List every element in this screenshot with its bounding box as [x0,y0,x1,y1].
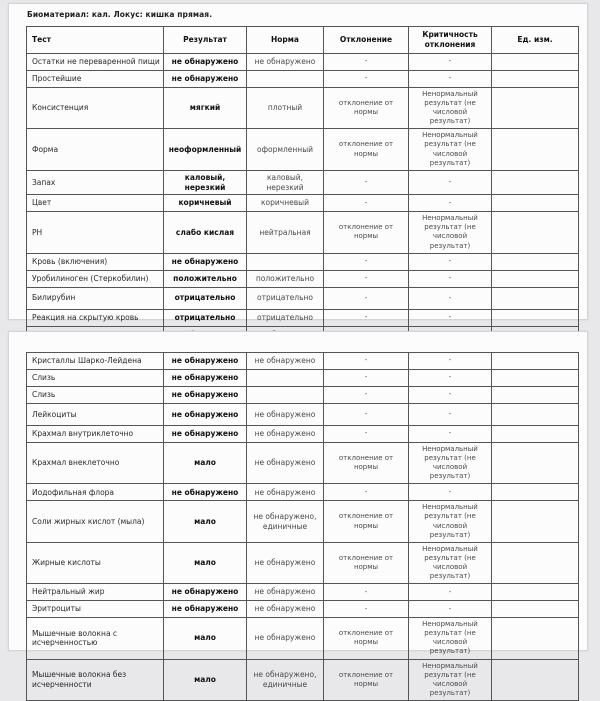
criticality-cell [409,353,492,370]
test-name-cell-text: Реакция на скрытую кровь [32,312,139,322]
deviation-cell [324,387,409,404]
criticality-cell-text: Ненормальный результат (не числовой результат) [422,131,478,167]
result-cell-text: слабо кислая [175,227,235,237]
test-name-cell [27,542,164,583]
unit-cell [492,484,579,501]
result-cell [164,309,247,326]
deviation-cell [324,601,409,618]
test-name-cell-text: Крахмал внутриклеточно [32,429,134,439]
test-name-cell-text: Слизь [32,390,56,400]
result-cell [164,501,247,542]
test-name-cell [27,129,164,170]
unit-cell [492,195,579,212]
criticality-cell [409,370,492,387]
criticality-cell-text: - [448,604,452,613]
criticality-cell [409,484,492,501]
result-cell-text: мягкий [189,103,221,113]
table-row [27,309,579,326]
test-name-cell [27,71,164,88]
unit-cell [492,253,579,270]
test-name-cell-text: Остатки не переваренной пищи [32,57,160,67]
report-page-1 [8,3,588,320]
table-row [27,287,579,309]
table-row [27,426,579,443]
deviation-cell [324,309,409,326]
test-name-cell [27,501,164,542]
table-row [27,404,579,426]
deviation-cell-text: - [364,274,368,283]
unit-cell [492,54,579,71]
table-row [27,659,579,700]
result-cell [164,195,247,212]
result-cell-text: мало [194,633,216,643]
test-name-cell-text: Запах [32,177,56,187]
deviation-cell-text: - [364,293,368,302]
test-name-cell-text: Кристаллы Шарко-Лейдена [32,356,142,366]
header-row [27,27,579,54]
test-name-cell [27,309,164,326]
test-name-cell-text: Билирубин [32,293,76,303]
test-name-cell-text: Простейшие [32,74,82,84]
test-name-cell [27,54,164,71]
criticality-cell-text: - [448,356,452,365]
result-cell [164,387,247,404]
criticality-cell-text: Ненормальный результат (не числовой результат) [422,661,478,697]
unit-cell [492,387,579,404]
deviation-cell-text: - [364,177,368,186]
deviation-cell [324,195,409,212]
result-cell [164,129,247,170]
deviation-cell [324,170,409,195]
criticality-cell [409,129,492,170]
unit-cell [492,88,579,129]
norm-cell-text: оформленный [256,144,314,154]
test-name-cell [27,404,164,426]
table-row [27,270,579,287]
deviation-cell [324,404,409,426]
table-row [27,71,579,88]
criticality-cell-text: - [448,257,452,266]
column-header-test: Тест [27,27,164,54]
table-row [27,443,579,484]
unit-cell [492,659,579,700]
deviation-cell [324,88,409,129]
norm-cell [247,618,324,659]
deviation-cell [324,71,409,88]
table-row [27,484,579,501]
deviation-cell-text: - [364,587,368,596]
deviation-cell-text: - [364,356,368,365]
unit-cell [492,170,579,195]
deviation-cell [324,584,409,601]
deviation-cell-text: отклонение от нормы [338,223,394,241]
test-name-cell-text: Мышечные волокна с исчерченностью [32,628,118,648]
criticality-cell-text: Ненормальный результат (не числовой результат) [422,214,478,250]
test-name-cell-text: Кровь (включения) [32,256,108,266]
column-header-result: Результат [164,27,247,54]
result-cell-text: положительно [173,273,237,283]
norm-cell [247,387,324,404]
unit-cell [492,601,579,618]
norm-cell-text: не обнаружено [254,429,316,439]
result-cell [164,253,247,270]
result-cell [164,426,247,443]
criticality-cell-text: - [448,177,452,186]
table-row [27,618,579,659]
deviation-cell [324,54,409,71]
norm-cell-text: не обнаружено, единичные [253,669,317,689]
result-cell-text: не обнаружено [171,587,239,597]
test-name-cell-text: Жирные кислоты [32,558,101,568]
test-name-cell-text: Форма [32,144,59,154]
table-row [27,501,579,542]
unit-cell [492,309,579,326]
result-cell-text: не обнаружено [171,409,239,419]
norm-cell [247,370,324,387]
result-cell-text: не обнаружено [171,487,239,497]
criticality-cell-text: - [448,429,452,438]
criticality-cell [409,309,492,326]
test-name-cell [27,584,164,601]
norm-cell-text: не обнаружено [254,409,316,419]
result-cell [164,601,247,618]
criticality-cell [409,287,492,309]
result-cell-text: не обнаружено [171,57,239,67]
norm-cell [247,212,324,253]
norm-cell [247,71,324,88]
table-row [27,601,579,618]
deviation-cell [324,353,409,370]
deviation-cell [324,443,409,484]
norm-cell-text: не обнаружено, единичные [253,511,317,531]
deviation-cell-text: отклонение от нормы [338,553,394,571]
deviation-cell [324,618,409,659]
deviation-cell [324,129,409,170]
norm-cell [247,601,324,618]
criticality-cell [409,618,492,659]
result-cell-text: не обнаружено [171,429,239,439]
norm-cell-text: каловый, нерезкий [266,172,304,192]
result-cell [164,88,247,129]
deviation-cell [324,659,409,700]
result-cell-text: неоформленный [168,144,242,154]
criticality-cell-text: - [448,313,452,322]
test-name-cell [27,484,164,501]
table-row [27,195,579,212]
criticality-cell [409,212,492,253]
deviation-cell-text: - [364,429,368,438]
norm-cell [247,270,324,287]
deviation-cell [324,370,409,387]
deviation-cell-text: отклонение от нормы [338,629,394,647]
criticality-cell [409,71,492,88]
deviation-cell [324,501,409,542]
criticality-cell [409,404,492,426]
table-row [27,584,579,601]
unit-cell [492,618,579,659]
deviation-cell-text: отклонение от нормы [338,670,394,688]
table-row [27,353,579,370]
result-cell [164,287,247,309]
deviation-cell-text: - [364,313,368,322]
criticality-cell-text: Ненормальный результат (не числовой результат) [422,445,478,481]
result-cell-text: не обнаружено [171,390,239,400]
unit-cell [492,404,579,426]
deviation-cell [324,212,409,253]
norm-cell [247,584,324,601]
deviation-cell-text: - [364,487,368,496]
unit-cell [492,542,579,583]
result-cell-text: не обнаружено [171,74,239,84]
criticality-cell [409,170,492,195]
norm-cell [247,542,324,583]
deviation-cell-text: - [364,74,368,83]
norm-cell [247,484,324,501]
column-header-unit: Ед. изм. [492,27,579,54]
criticality-cell [409,253,492,270]
result-cell [164,584,247,601]
table-row [27,212,579,253]
criticality-cell [409,659,492,700]
table-row [27,370,579,387]
result-cell [164,170,247,195]
deviation-cell-text: - [364,409,368,418]
deviation-cell-text: - [364,257,368,266]
result-cell-text: не обнаружено [171,256,239,266]
criticality-cell-text: - [448,587,452,596]
norm-cell [247,659,324,700]
test-name-cell-text: Уробилиноген (Стеркобилин) [32,273,149,283]
test-name-cell [27,170,164,195]
norm-cell-text: коричневый [261,198,309,208]
test-name-cell-text: Крахмал внеклеточно [32,458,120,468]
norm-cell-text: не обнаружено [254,558,316,568]
result-cell [164,542,247,583]
norm-cell [247,170,324,195]
test-name-cell-text: Эритроциты [32,604,81,614]
result-cell-text: мало [194,516,216,526]
norm-cell-text: не обнаружено [254,458,316,468]
criticality-cell [409,601,492,618]
table-row [27,387,579,404]
test-name-cell [27,443,164,484]
deviation-cell [324,542,409,583]
norm-cell [247,287,324,309]
norm-cell-text: отрицательно [257,312,313,322]
table-row [27,129,579,170]
result-cell [164,618,247,659]
criticality-cell-text: - [448,57,452,66]
result-cell-text: отрицательно [174,293,236,303]
test-name-cell-text: Иодофильная флора [32,487,115,497]
deviation-cell-text: - [364,604,368,613]
table-row [27,253,579,270]
norm-cell-text: положительно [255,273,315,283]
criticality-cell-text: - [448,487,452,496]
unit-cell [492,71,579,88]
deviation-cell [324,426,409,443]
deviation-cell-text: отклонение от нормы [338,454,394,472]
results-table-page-1 [26,26,579,361]
result-cell [164,54,247,71]
result-cell-text: не обнаружено [171,373,239,383]
result-cell [164,212,247,253]
test-name-cell [27,618,164,659]
test-name-cell-text: Слизь [32,373,56,383]
table-row [27,54,579,71]
criticality-cell-text: - [448,198,452,207]
test-name-cell [27,426,164,443]
test-name-cell-text: Лейкоциты [32,409,77,419]
result-cell [164,443,247,484]
deviation-cell-text: отклонение от нормы [338,140,394,158]
unit-cell [492,212,579,253]
criticality-cell [409,54,492,71]
unit-cell [492,584,579,601]
result-cell [164,659,247,700]
test-name-cell [27,212,164,253]
norm-cell-text: нейтральная [259,227,311,237]
result-cell-text: отрицательно [174,312,236,322]
norm-cell [247,443,324,484]
norm-cell [247,353,324,370]
criticality-cell-text: - [448,293,452,302]
results-table-page-2 [26,352,579,701]
deviation-cell-text: - [364,198,368,207]
norm-cell-text: не обнаружено [254,356,316,366]
result-cell-text: коричневый [178,198,232,208]
norm-cell [247,404,324,426]
unit-cell [492,270,579,287]
test-name-cell-text: Нейтральный жир [32,587,105,597]
criticality-cell-text: - [448,409,452,418]
test-name-cell [27,370,164,387]
norm-cell [247,501,324,542]
test-name-cell-text: Цвет [32,198,52,208]
criticality-cell-text: Ненормальный результат (не числовой результат) [422,503,478,539]
norm-cell-text: не обнаружено [254,604,316,614]
deviation-cell [324,253,409,270]
test-name-cell [27,253,164,270]
criticality-cell [409,443,492,484]
criticality-cell-text: - [448,74,452,83]
norm-cell-text: не обнаружено [254,587,316,597]
test-name-cell [27,387,164,404]
test-name-cell [27,287,164,309]
report-page-2 [8,331,588,697]
table-row [27,542,579,583]
criticality-cell [409,387,492,404]
unit-cell [492,370,579,387]
result-cell-text: мало [194,674,216,684]
deviation-cell [324,270,409,287]
test-name-cell-text: Соли жирных кислот (мыла) [32,516,145,526]
criticality-cell [409,542,492,583]
table-row [27,88,579,129]
norm-cell-text: не обнаружено [254,633,316,643]
result-cell [164,484,247,501]
norm-cell [247,426,324,443]
column-header-crit: Критичность отклонения [409,27,492,54]
deviation-cell [324,287,409,309]
test-name-cell [27,601,164,618]
criticality-cell-text: - [448,274,452,283]
unit-cell [492,426,579,443]
criticality-cell [409,270,492,287]
criticality-cell [409,501,492,542]
result-cell-text: мало [194,558,216,568]
criticality-cell-text: Ненормальный результат (не числовой результат) [422,620,478,656]
test-name-cell [27,270,164,287]
criticality-cell-text: - [448,390,452,399]
norm-cell-text: не обнаружено [254,57,316,67]
norm-cell-text: отрицательно [257,293,313,303]
test-name-cell [27,88,164,129]
test-name-cell-text: РН [32,227,43,237]
unit-cell [492,129,579,170]
result-cell-text: мало [194,458,216,468]
unit-cell [492,287,579,309]
norm-cell [247,253,324,270]
deviation-cell-text: - [364,57,368,66]
result-cell [164,370,247,387]
column-header-dev: Отклонение [324,27,409,54]
result-cell [164,71,247,88]
test-name-cell [27,353,164,370]
column-header-norm: Норма [247,27,324,54]
biomaterial-locus-line: Биоматериал: кал. Локус: кишка прямая. [27,10,213,19]
norm-cell [247,309,324,326]
norm-cell [247,54,324,71]
test-name-cell-text: Консистенция [32,103,89,113]
unit-cell [492,443,579,484]
result-cell-text: не обнаружено [171,356,239,366]
deviation-cell-text: - [364,390,368,399]
test-name-cell [27,195,164,212]
criticality-cell [409,584,492,601]
result-cell [164,270,247,287]
deviation-cell-text: отклонение от нормы [338,99,394,117]
norm-cell [247,88,324,129]
criticality-cell [409,88,492,129]
result-cell [164,404,247,426]
test-name-cell [27,659,164,700]
criticality-cell-text: Ненормальный результат (не числовой результат) [422,90,478,126]
test-name-cell-text: Мышечные волокна без исчерченности [32,669,127,689]
unit-cell [492,501,579,542]
norm-cell-text: плотный [267,103,303,113]
deviation-cell-text: - [364,373,368,382]
deviation-cell-text: отклонение от нормы [338,512,394,530]
deviation-cell [324,484,409,501]
unit-cell [492,353,579,370]
criticality-cell-text: Ненормальный результат (не числовой результат) [422,544,478,581]
criticality-cell-text: - [448,373,452,382]
norm-cell [247,195,324,212]
norm-cell-text: не обнаружено [254,487,316,497]
criticality-cell [409,426,492,443]
result-cell-text: каловый, нерезкий [184,172,226,192]
criticality-cell [409,195,492,212]
result-cell [164,353,247,370]
result-cell-text: не обнаружено [171,604,239,614]
table-row [27,170,579,195]
norm-cell [247,129,324,170]
